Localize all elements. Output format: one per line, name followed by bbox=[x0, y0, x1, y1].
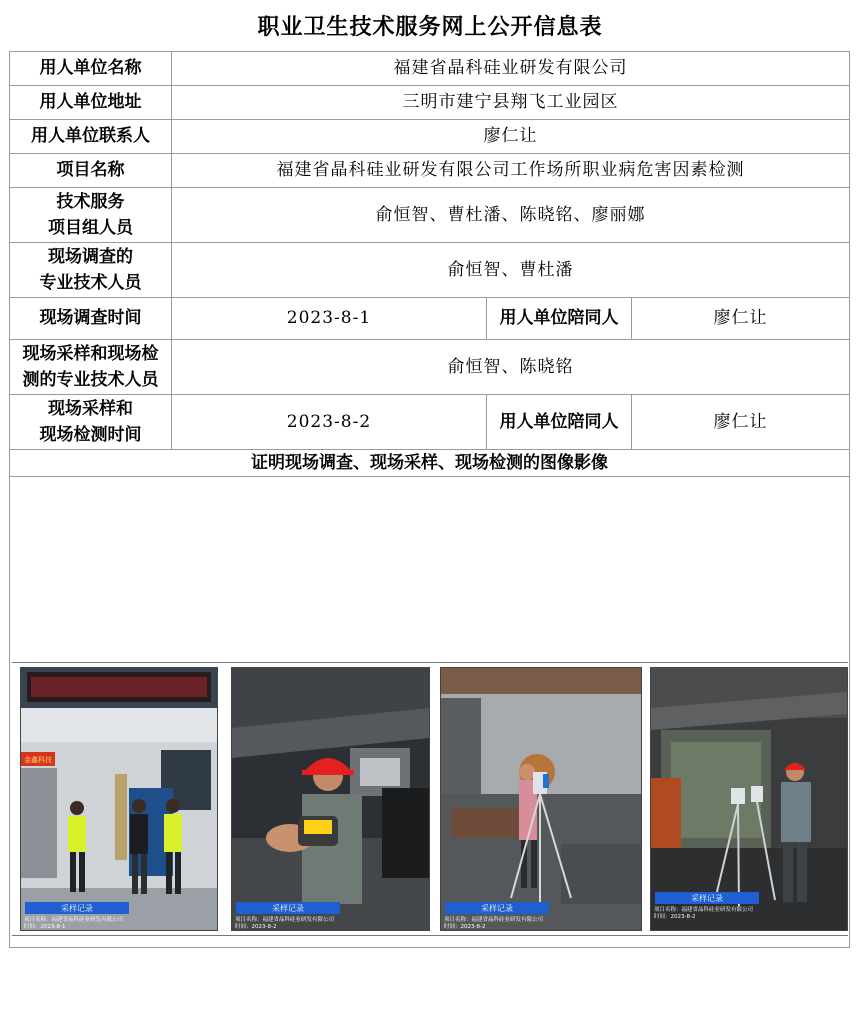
photo-3[interactable] bbox=[440, 667, 642, 931]
survey-companion-label: 用人单位陪同人 bbox=[487, 298, 632, 340]
row-survey-time bbox=[10, 298, 850, 340]
row-team bbox=[10, 188, 850, 243]
survey-time-value: 2023-8-1 bbox=[172, 298, 487, 340]
team-value: 俞恒智、曹杜潘、陈晓铭、廖丽娜 bbox=[172, 188, 850, 243]
survey-staff-label-line1: 现场调查的 bbox=[48, 246, 133, 267]
photo-1-banner: 采样记录 bbox=[61, 904, 93, 914]
sampling-staff-label-line1: 现场采样和现场检 bbox=[22, 343, 159, 364]
sampling-staff-label bbox=[10, 340, 172, 395]
survey-time-label: 现场调查时间 bbox=[10, 298, 172, 340]
sampling-time-value: 2023-8-2 bbox=[172, 395, 487, 450]
row-unit-name bbox=[10, 52, 850, 86]
photo-3-caption-1: 项目名称：福建省晶科硅业研发有限公司 bbox=[444, 917, 544, 924]
unit-contact-label: 用人单位联系人 bbox=[10, 120, 172, 154]
photo-4-caption-2: 时间：2023-8-2 bbox=[654, 914, 696, 921]
photo-2-banner: 采样记录 bbox=[272, 904, 304, 914]
row-project-name bbox=[10, 154, 850, 188]
row-unit-address bbox=[10, 86, 850, 120]
unit-address-value: 三明市建宁县翔飞工业园区 bbox=[172, 86, 850, 120]
sampling-time-label-line1: 现场采样和 bbox=[48, 398, 133, 419]
row-survey-staff bbox=[10, 243, 850, 298]
row-photos bbox=[10, 477, 850, 948]
row-unit-contact bbox=[10, 120, 850, 154]
photo-section-header: 证明现场调查、现场采样、现场检测的图像影像 bbox=[10, 450, 850, 477]
photo-1[interactable] bbox=[20, 667, 218, 931]
unit-contact-value: 廖仁让 bbox=[172, 120, 850, 154]
project-name-value: 福建省晶科硅业研发有限公司工作场所职业病危害因素检测 bbox=[172, 154, 850, 188]
team-label-line1: 技术服务 bbox=[56, 191, 125, 212]
photo-2-image bbox=[232, 668, 429, 930]
survey-companion-value: 廖仁让 bbox=[632, 298, 850, 340]
team-label-line2: 项目组人员 bbox=[48, 218, 133, 238]
photo-area bbox=[10, 477, 850, 948]
survey-staff-value: 俞恒智、曹杜潘 bbox=[172, 243, 850, 298]
photo-4-banner: 采样记录 bbox=[691, 894, 723, 904]
photo-3-caption-2: 时间：2023-8-2 bbox=[444, 924, 486, 931]
sampling-time-label-line2: 现场检测时间 bbox=[39, 425, 142, 445]
photo-2-caption-1: 项目名称：福建省晶科硅业研发有限公司 bbox=[235, 917, 335, 924]
photo-3-image bbox=[441, 668, 641, 930]
photo-4-caption-1: 项目名称：福建省晶科硅业研发有限公司 bbox=[654, 907, 754, 914]
page-title: 职业卫生技术服务网上公开信息表 bbox=[257, 14, 603, 40]
photo-1-caption-1: 项目名称：福建省晶科硅业研发有限公司 bbox=[24, 917, 124, 924]
photo-strip bbox=[12, 662, 848, 936]
photo-2[interactable] bbox=[231, 667, 430, 931]
row-sampling-staff bbox=[10, 340, 850, 395]
unit-address-label: 用人单位地址 bbox=[10, 86, 172, 120]
photo-3-banner: 采样记录 bbox=[481, 904, 513, 914]
photo-4[interactable] bbox=[650, 667, 848, 931]
unit-name-value: 福建省晶科硅业研发有限公司 bbox=[172, 52, 850, 86]
sampling-staff-value: 俞恒智、陈晓铭 bbox=[172, 340, 850, 395]
photo-1-image bbox=[21, 668, 217, 930]
sampling-time-label bbox=[10, 395, 172, 450]
sampling-companion-label: 用人单位陪同人 bbox=[487, 395, 632, 450]
project-name-label: 项目名称 bbox=[10, 154, 172, 188]
sampling-staff-label-line2: 测的专业技术人员 bbox=[22, 370, 159, 390]
sampling-companion-value: 廖仁让 bbox=[632, 395, 850, 450]
row-photo-header bbox=[10, 450, 850, 477]
photo-4-image bbox=[651, 668, 847, 930]
info-table bbox=[9, 51, 850, 948]
photo-1-caption-2: 时间：2023-8-1 bbox=[24, 924, 66, 931]
photo-1-sign-text: 金鑫科技 bbox=[24, 756, 52, 765]
unit-name-label: 用人单位名称 bbox=[10, 52, 172, 86]
survey-staff-label-line2: 专业技术人员 bbox=[39, 273, 142, 293]
survey-staff-label bbox=[10, 243, 172, 298]
team-label bbox=[10, 188, 172, 243]
row-sampling-time bbox=[10, 395, 850, 450]
photo-2-caption-2: 时间：2023-8-2 bbox=[235, 924, 277, 931]
